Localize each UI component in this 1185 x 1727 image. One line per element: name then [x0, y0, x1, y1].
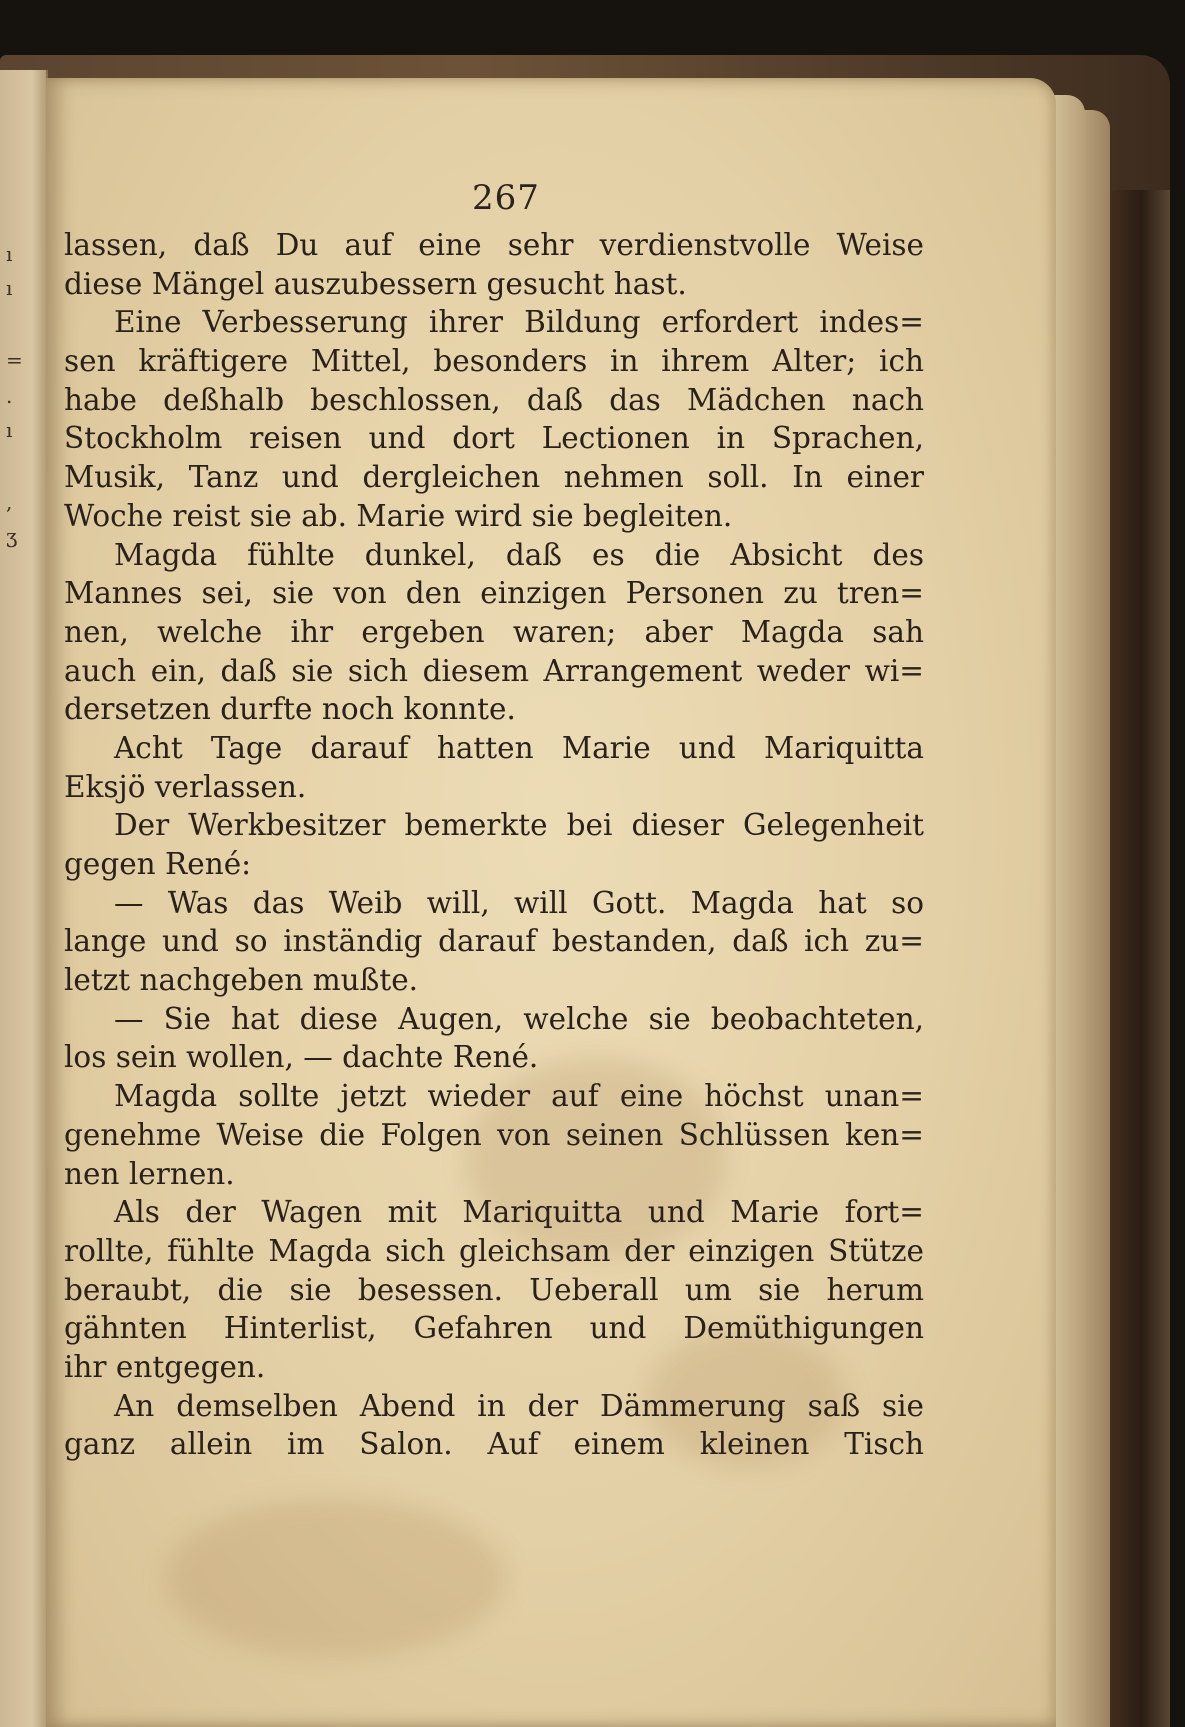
- page-number: 267: [472, 178, 540, 218]
- text-line: Der Werkbesitzer bemerkte bei dieser Gelegenheit: [114, 808, 924, 843]
- margin-fragment: ,: [6, 490, 13, 514]
- margin-fragment: ı: [6, 276, 13, 300]
- text-line: genehme Weise die Folgen von seinen Schlüssen ken=: [64, 1117, 924, 1152]
- text-line: los sein wollen, — dachte René.: [64, 1040, 539, 1075]
- text-line: ganz allein im Salon. Auf einem kleinen Tisch: [64, 1427, 924, 1462]
- text-line: Woche reist sie ab. Marie wird sie begleiten.: [64, 498, 733, 533]
- text-line: Stockholm reisen und dort Lectionen in Sprachen,: [64, 421, 924, 456]
- text-line: — Sie hat diese Augen, welche sie beobachteten,: [114, 1001, 924, 1036]
- text-line: Eine Verbesserung ihrer Bildung erfordert indes=: [114, 305, 924, 340]
- text-line: — Was das Weib will, will Gott. Magda hat so: [114, 885, 924, 920]
- text-line: sen kräftigere Mittel, besonders in ihrem Alter; ich: [64, 344, 924, 379]
- text-line: auch ein, daß sie sich diesem Arrangement weder wi=: [64, 653, 924, 688]
- text-line: lange und so inständig darauf bestanden, daß ich zu=: [64, 924, 924, 959]
- text-line: Magda sollte jetzt wieder auf eine höchst unan=: [114, 1079, 924, 1114]
- text-line: An demselben Abend in der Dämmerung saß sie: [114, 1388, 924, 1423]
- left-page-edge: [0, 70, 48, 1727]
- book-cover-side: [1100, 190, 1170, 1727]
- paper-stain: [166, 1498, 506, 1658]
- body-text: [64, 226, 924, 1464]
- text-line: nen, welche ihr ergeben waren; aber Magda sah: [64, 614, 924, 649]
- text-line: diese Mängel auszubessern gesucht hast.: [64, 266, 687, 301]
- book-page: [46, 78, 1056, 1727]
- text-line: nen lernen.: [64, 1156, 235, 1191]
- text-line: Mannes sei, sie von den einzigen Personen zu tren=: [64, 576, 924, 611]
- margin-fragment: =: [6, 348, 23, 372]
- text-line: Magda fühlte dunkel, daß es die Absicht des: [114, 537, 924, 572]
- margin-fragment: ʒ: [6, 524, 18, 548]
- margin-fragment: ı: [6, 242, 13, 266]
- text-line: ihr entgegen.: [64, 1349, 266, 1384]
- text-line: Musik, Tanz und dergleichen nehmen soll. In einer: [64, 460, 924, 495]
- text-line: gähnten Hinterlist, Gefahren und Demüthigungen: [64, 1311, 924, 1346]
- text-line: habe deßhalb beschlossen, daß das Mädchen nach: [64, 382, 924, 417]
- text-line: beraubt, die sie besessen. Ueberall um sie herum: [64, 1272, 924, 1307]
- margin-fragment: ı: [6, 418, 13, 442]
- text-line: Eksjö verlassen.: [64, 769, 307, 804]
- margin-fragment: .: [6, 384, 13, 408]
- text-line: lassen, daß Du auf eine sehr verdienstvolle Weise: [64, 228, 924, 262]
- text-line: Acht Tage darauf hatten Marie und Mariquitta: [114, 730, 924, 765]
- text-line: letzt nachgeben mußte.: [64, 963, 419, 998]
- text-line: dersetzen durfte noch konnte.: [64, 692, 516, 727]
- text-line: rollte, fühlte Magda sich gleichsam der einzigen Stütze: [64, 1233, 924, 1268]
- text-line: gegen René:: [64, 847, 252, 881]
- text-line: Als der Wagen mit Mariquitta und Marie fort=: [114, 1195, 924, 1230]
